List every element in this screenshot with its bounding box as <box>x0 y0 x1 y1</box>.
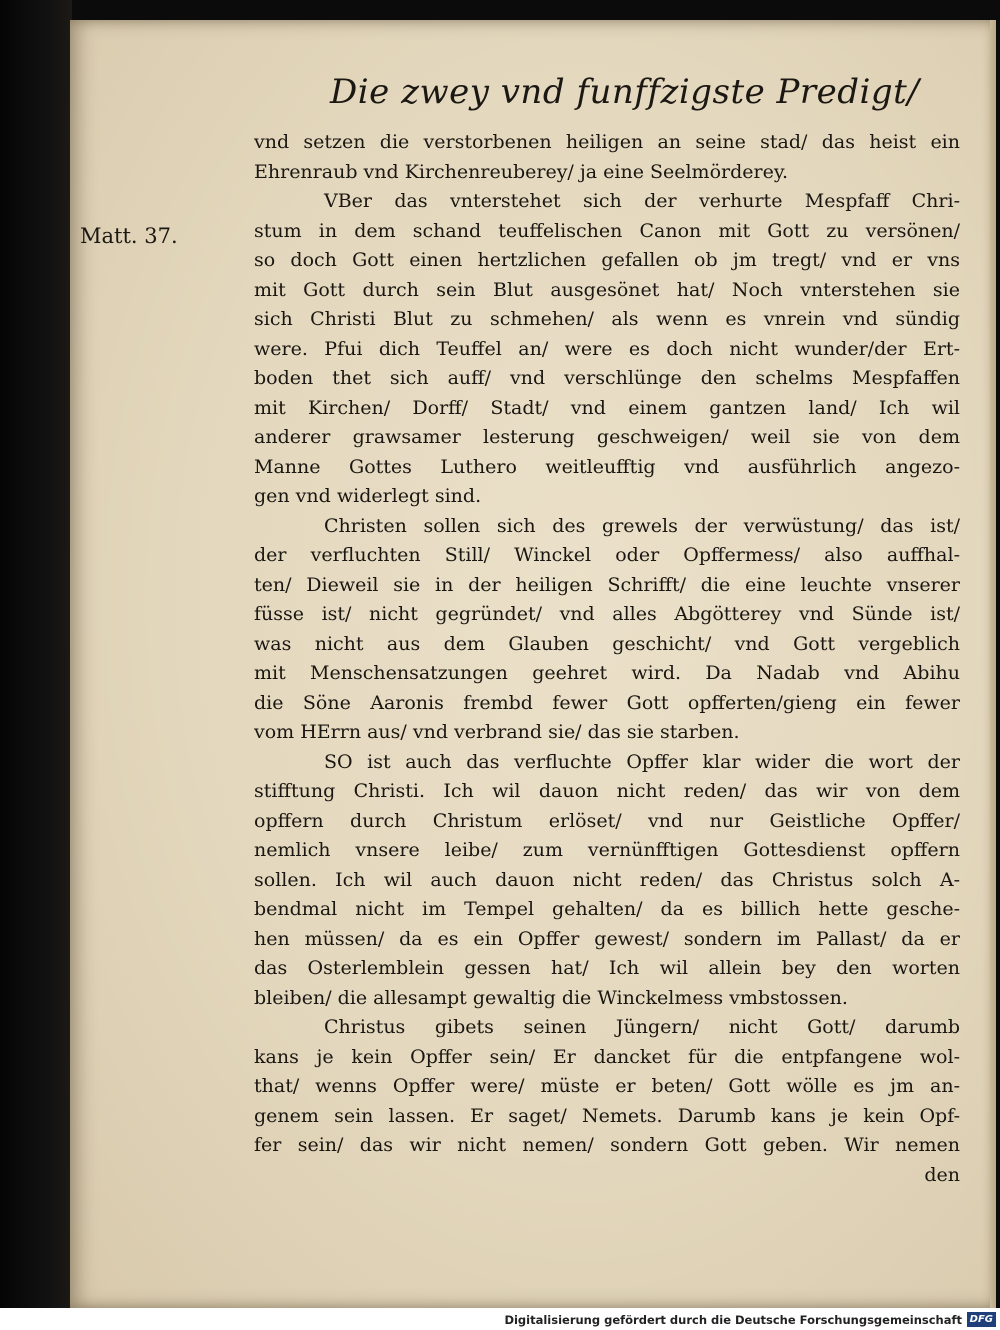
text-line: anderer grawsamer lesterung geschweigen/ weil sie von dem <box>254 426 960 448</box>
text-line: hen müssen/ da es ein Opffer gewest/ sondern im Pallast/ da er <box>254 927 960 950</box>
footer-credit: Digitalisierung gefördert durch die Deutsche Forschungsgemeinschaft <box>504 1313 962 1327</box>
body-text <box>254 128 960 1190</box>
text-line: mit Menschensatzungen geehret wird. Da Nadab vnd Abihu <box>254 662 960 684</box>
dfg-logo-icon: DFG <box>967 1312 996 1327</box>
text-line: das Osterlemblein gessen hat/ Ich wil allein bey den worten <box>254 957 960 979</box>
text-line: genem sein lassen. Er saget/ Nemets. Darumb kans je kein Opf- <box>254 1104 960 1127</box>
text-line: was nicht aus dem Glauben geschicht/ vnd Gott vergeblich <box>254 632 960 655</box>
text-line: so doch Gott einen hertzlichen gefallen ob jm tregt/ vnd er vns <box>254 249 960 271</box>
text-line: gen vnd widerlegt sind. <box>254 485 482 507</box>
text-line: nemlich vnsere leibe/ zum vernünfftigen Gottesdienst opffern <box>254 839 960 861</box>
text-line: sollen. Ich wil auch dauon nicht reden/ das Christus solch A- <box>254 868 960 891</box>
text-line: die Söne Aaronis frembd fewer Gott opfferten/gieng ein fewer <box>254 691 960 714</box>
text-line: vnd setzen die verstorbenen heiligen an seine stad/ das heist ein <box>254 131 960 153</box>
text-line: Christen sollen sich des grewels der verwüstung/ das ist/ <box>324 514 960 537</box>
text-line: bleiben/ die allesampt gewaltig die Winckelmess vmbstossen. <box>254 986 848 1009</box>
text-line: ten/ Dieweil sie in der heiligen Schrifft/ die eine leuchte vnserer <box>254 573 960 596</box>
text-line: mit Kirchen/ Dorff/ Stadt/ vnd einem gantzen land/ Ich wil <box>254 396 960 419</box>
text-line: füsse ist/ nicht gegründet/ vnd alles Abgötterey vnd Sünde ist/ <box>254 603 960 625</box>
text-line: that/ wenns Opffer were/ müste er beten/ Gott wölle es jm an- <box>254 1075 960 1097</box>
text-line: bendmal nicht im Tempel gehalten/ da es billich hette gesche- <box>254 898 960 920</box>
catchword: den <box>924 1163 960 1186</box>
text-line: Christus gibets seinen Jüngern/ nicht Gott/ darumb <box>324 1016 960 1038</box>
text-line: stifftung Christi. Ich wil dauon nicht reden/ das wir von dem <box>254 780 960 802</box>
text-line: fer sein/ das wir nicht nemen/ sondern Gott geben. Wir nemen <box>254 1134 960 1156</box>
text-line: Ehrenraub vnd Kirchenreuberey/ ja eine Seelmörderey. <box>254 160 789 183</box>
footer-bar <box>0 1308 1000 1330</box>
scan-background-left <box>0 0 72 1310</box>
text-line: VBer das vnterstehet sich der verhurte Mespfaff Chri- <box>324 190 960 212</box>
text-line: boden thet sich auff/ vnd verschlünge den schelms Mespfaffen <box>254 367 960 389</box>
text-line: der verfluchten Still/ Winckel oder Opffermess/ also auffhal- <box>254 544 960 566</box>
text-line: sich Christi Blut zu schmehen/ als wenn es vnrein vnd sündig <box>254 308 960 330</box>
text-line: vom HErrn aus/ vnd verbrand sie/ das sie starben. <box>254 721 740 743</box>
marginal-note: Matt. 37. <box>80 224 178 248</box>
page-edge <box>990 20 996 1308</box>
text-line: SO ist auch das verfluchte Opffer klar wider die wort der <box>324 750 960 773</box>
text-line: Manne Gottes Luthero weitleufftig vnd ausführlich angezo- <box>254 455 960 478</box>
text-line: were. Pfui dich Teuffel an/ were es doch nicht wunder/der Ert- <box>254 337 960 360</box>
text-line: mit Gott durch sein Blut ausgesönet hat/ Noch vnterstehen sie <box>254 278 960 301</box>
text-line: opffern durch Christum erlöset/ vnd nur Geistliche Opffer/ <box>254 809 960 832</box>
text-line: stum in dem schand teuffelischen Canon mit Gott zu versönen/ <box>254 219 960 242</box>
running-head: Die zwey vnd funffzigste Predigt/ <box>330 72 920 112</box>
text-line: kans je kein Opffer sein/ Er dancket für die entpfangene wol- <box>254 1045 960 1068</box>
